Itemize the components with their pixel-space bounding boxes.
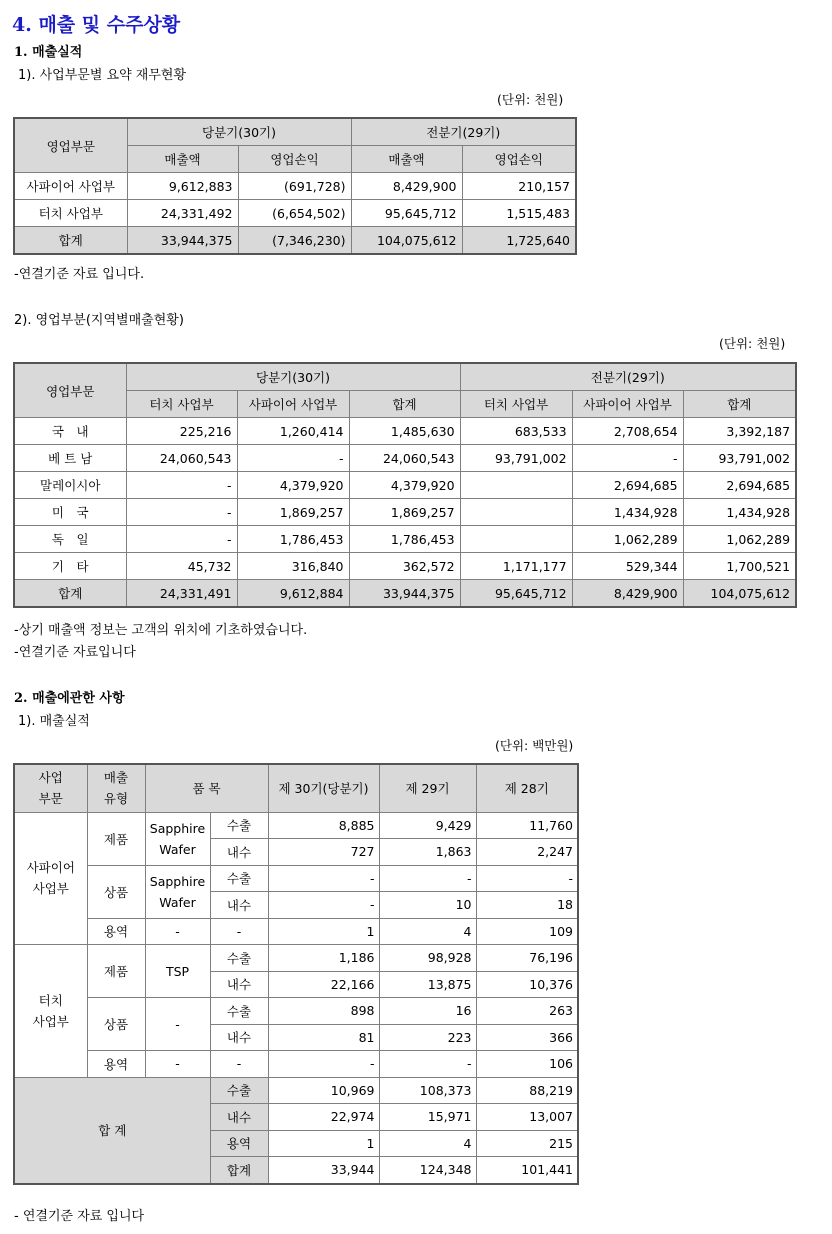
kind-export: 수출: [210, 1077, 268, 1104]
cell: 109: [476, 918, 578, 945]
total-row: [14, 580, 796, 608]
cell: 2,247: [476, 839, 578, 866]
cell: 81: [268, 1024, 379, 1051]
cell: 210,157: [462, 173, 576, 200]
kind-none: -: [210, 1051, 268, 1078]
cell: 529,344: [572, 553, 683, 580]
cell: 1,515,483: [462, 200, 576, 227]
cell: (6,654,502): [238, 200, 351, 227]
item-line2: Wafer: [159, 841, 196, 857]
section-1-title: 1. 매출실적: [14, 45, 83, 60]
header-previous-quarter: 전분기(29기): [460, 363, 796, 391]
cell: 33,944,375: [349, 580, 460, 608]
header-sales-type: [87, 764, 145, 812]
cell: 88,219: [476, 1077, 578, 1104]
cell: 10,969: [268, 1077, 379, 1104]
header-current-quarter: 당분기(30기): [127, 118, 351, 146]
cell: 16: [379, 998, 476, 1025]
cell: 1,434,928: [683, 499, 796, 526]
cell: -: [126, 499, 237, 526]
cell: 24,331,492: [127, 200, 238, 227]
item-none: -: [145, 1051, 210, 1078]
cell: -: [379, 1051, 476, 1078]
kind-service: 용역: [210, 1130, 268, 1157]
item-sapphire-wafer: [145, 812, 210, 865]
cell: -: [476, 865, 578, 892]
type-product: 제품: [87, 945, 145, 998]
cell: 1: [268, 1130, 379, 1157]
cell: 9,612,884: [237, 580, 349, 608]
cell: 1,485,630: [349, 418, 460, 445]
row-label: 합계: [14, 227, 127, 255]
section-2-subtitle: 1). 매출실적: [18, 714, 90, 729]
header-business-line1: 사업: [38, 770, 63, 786]
kind-export: 수출: [210, 812, 268, 839]
cell: 1,700,521: [683, 553, 796, 580]
cell: 98,928: [379, 945, 476, 972]
table-1-unit: (단위: 천원): [497, 92, 564, 107]
cell: 93,791,002: [460, 445, 572, 472]
cell: -: [379, 865, 476, 892]
table-row: [14, 526, 796, 553]
table-row: [14, 499, 796, 526]
cell: 124,348: [379, 1157, 476, 1184]
cell: 9,612,883: [127, 173, 238, 200]
table-row: [14, 553, 796, 580]
sales-performance-table: [13, 763, 579, 1185]
note-2b: -연결기준 자료입니다: [14, 645, 136, 660]
header-operating-income: 영업손익: [462, 146, 576, 173]
row-label: 말레이시아: [14, 472, 126, 499]
subsection-1-title: 1). 사업부문별 요약 재무현황: [18, 68, 187, 83]
segment-label-line1: 터치: [38, 992, 63, 1008]
header-col: 사파이어 사업부: [572, 391, 683, 418]
table-row: [14, 445, 796, 472]
table-row: [14, 472, 796, 499]
kind-domestic: 내수: [210, 1024, 268, 1051]
cell: -: [126, 472, 237, 499]
cell: 366: [476, 1024, 578, 1051]
cell: 18: [476, 892, 578, 919]
cell: 1,062,289: [572, 526, 683, 553]
header-col: 합계: [683, 391, 796, 418]
cell: 1,171,177: [460, 553, 572, 580]
cell: 1: [268, 918, 379, 945]
cell: 316,840: [237, 553, 349, 580]
cell: 263: [476, 998, 578, 1025]
kind-domestic: 내수: [210, 971, 268, 998]
row-label: 터치 사업부: [14, 200, 127, 227]
item-line2: Wafer: [159, 894, 196, 910]
cell: -: [126, 526, 237, 553]
cell: 727: [268, 839, 379, 866]
cell: 898: [268, 998, 379, 1025]
page-heading: 4. 매출 및 수주상황: [12, 14, 181, 36]
header-col: 터치 사업부: [460, 391, 572, 418]
row-label: 국 내: [14, 418, 126, 445]
cell: 4,379,920: [349, 472, 460, 499]
row-label: 합계: [14, 580, 126, 608]
segment-sapphire: [14, 812, 87, 945]
cell: 1,725,640: [462, 227, 576, 255]
kind-domestic: 내수: [210, 892, 268, 919]
cell: 33,944,375: [127, 227, 238, 255]
item-line1: Sapphire: [149, 873, 206, 889]
header-col: 합계: [349, 391, 460, 418]
cell: [460, 526, 572, 553]
cell: (691,728): [238, 173, 351, 200]
table-3-unit: (단위: 백만원): [495, 738, 574, 753]
total-row: [14, 227, 576, 255]
subsection-2-title: 2). 영업부분(지역별매출현황): [14, 313, 184, 328]
table-2-unit: (단위: 천원): [719, 336, 786, 351]
cell: 225,216: [126, 418, 237, 445]
cell: 2,694,685: [683, 472, 796, 499]
kind-export: 수출: [210, 865, 268, 892]
cell: 3,392,187: [683, 418, 796, 445]
regional-sales-table: [13, 362, 797, 608]
cell: 11,760: [476, 812, 578, 839]
cell: 1,863: [379, 839, 476, 866]
cell: 1,786,453: [349, 526, 460, 553]
cell: 24,060,543: [349, 445, 460, 472]
cell: 101,441: [476, 1157, 578, 1184]
kind-none: -: [210, 918, 268, 945]
segment-label-line2: 사업부: [32, 1013, 69, 1029]
type-goods: 상품: [87, 998, 145, 1051]
header-type-line2: 유형: [103, 791, 129, 807]
cell: 10: [379, 892, 476, 919]
note-1: -연결기준 자료 입니다.: [14, 267, 145, 282]
item-none: -: [145, 998, 210, 1051]
cell: 95,645,712: [351, 200, 462, 227]
header-sales: 매출액: [127, 146, 238, 173]
cell: 95,645,712: [460, 580, 572, 608]
table-row: [14, 173, 576, 200]
cell: 10,376: [476, 971, 578, 998]
cell: [460, 499, 572, 526]
header-sales: 매출액: [351, 146, 462, 173]
cell: 13,875: [379, 971, 476, 998]
cell: -: [268, 865, 379, 892]
cell: 223: [379, 1024, 476, 1051]
header-period-30: 제 30기(당분기): [268, 764, 379, 812]
table-row: [14, 418, 796, 445]
header-current-quarter: 당분기(30기): [126, 363, 460, 391]
cell: 24,331,491: [126, 580, 237, 608]
cell: 1,062,289: [683, 526, 796, 553]
note-2a: -상기 매출액 정보는 고객의 위치에 기초하였습니다.: [14, 623, 308, 638]
cell: 362,572: [349, 553, 460, 580]
cell: 1,260,414: [237, 418, 349, 445]
type-service: 용역: [87, 1051, 145, 1078]
cell: 33,944: [268, 1157, 379, 1184]
header-segment: 영업부문: [14, 363, 126, 418]
cell: 9,429: [379, 812, 476, 839]
cell: 1,434,928: [572, 499, 683, 526]
cell: (7,346,230): [238, 227, 351, 255]
cell: 4: [379, 918, 476, 945]
cell: 4,379,920: [237, 472, 349, 499]
header-type-line1: 매출: [103, 770, 129, 786]
cell: 8,885: [268, 812, 379, 839]
row-label: 기 타: [14, 553, 126, 580]
cell: 108,373: [379, 1077, 476, 1104]
row-label: 독 일: [14, 526, 126, 553]
type-product: 제품: [87, 812, 145, 865]
header-item: 품 목: [145, 764, 268, 812]
header-period-29: 제 29기: [379, 764, 476, 812]
cell: 215: [476, 1130, 578, 1157]
row-label: 사파이어 사업부: [14, 173, 127, 200]
header-period-28: 제 28기: [476, 764, 578, 812]
cell: 104,075,612: [683, 580, 796, 608]
cell: 15,971: [379, 1104, 476, 1131]
cell: -: [268, 892, 379, 919]
header-business: [14, 764, 87, 812]
item-line1: Sapphire: [149, 820, 206, 836]
kind-domestic: 내수: [210, 839, 268, 866]
cell: 76,196: [476, 945, 578, 972]
row-label: 베 트 남: [14, 445, 126, 472]
segment-label-line1: 사파이어: [26, 860, 75, 876]
cell: 93,791,002: [683, 445, 796, 472]
cell: 13,007: [476, 1104, 578, 1131]
segment-summary-table: [13, 117, 577, 255]
section-2-title: 2. 매출에관한 사항: [14, 691, 125, 706]
item-sapphire-wafer: [145, 865, 210, 918]
segment-label-line2: 사업부: [32, 881, 69, 897]
cell: 22,974: [268, 1104, 379, 1131]
item-none: -: [145, 918, 210, 945]
cell: 2,708,654: [572, 418, 683, 445]
type-service: 용역: [87, 918, 145, 945]
cell: 683,533: [460, 418, 572, 445]
cell: 1,786,453: [237, 526, 349, 553]
type-goods: 상품: [87, 865, 145, 918]
header-operating-income: 영업손익: [238, 146, 351, 173]
cell: 8,429,900: [572, 580, 683, 608]
item-tsp: TSP: [145, 945, 210, 998]
header-previous-quarter: 전분기(29기): [351, 118, 576, 146]
cell: 1,186: [268, 945, 379, 972]
kind-export: 수출: [210, 998, 268, 1025]
segment-touch: [14, 945, 87, 1078]
cell: 45,732: [126, 553, 237, 580]
kind-sum: 합계: [210, 1157, 268, 1184]
kind-domestic: 내수: [210, 1104, 268, 1131]
note-3: - 연결기준 자료 입니다: [14, 1209, 145, 1224]
header-segment: 영업부문: [14, 118, 127, 173]
cell: 1,869,257: [237, 499, 349, 526]
cell: 106: [476, 1051, 578, 1078]
header-col: 터치 사업부: [126, 391, 237, 418]
grand-total-label: 합 계: [14, 1077, 210, 1184]
cell: 104,075,612: [351, 227, 462, 255]
cell: 22,166: [268, 971, 379, 998]
header-business-line2: 부문: [38, 791, 63, 807]
cell: -: [268, 1051, 379, 1078]
cell: 24,060,543: [126, 445, 237, 472]
row-label: 미 국: [14, 499, 126, 526]
table-row: [14, 200, 576, 227]
cell: 2,694,685: [572, 472, 683, 499]
cell: 8,429,900: [351, 173, 462, 200]
kind-export: 수출: [210, 945, 268, 972]
cell: -: [572, 445, 683, 472]
cell: [460, 472, 572, 499]
cell: 1,869,257: [349, 499, 460, 526]
cell: -: [237, 445, 349, 472]
cell: 4: [379, 1130, 476, 1157]
header-col: 사파이어 사업부: [237, 391, 349, 418]
